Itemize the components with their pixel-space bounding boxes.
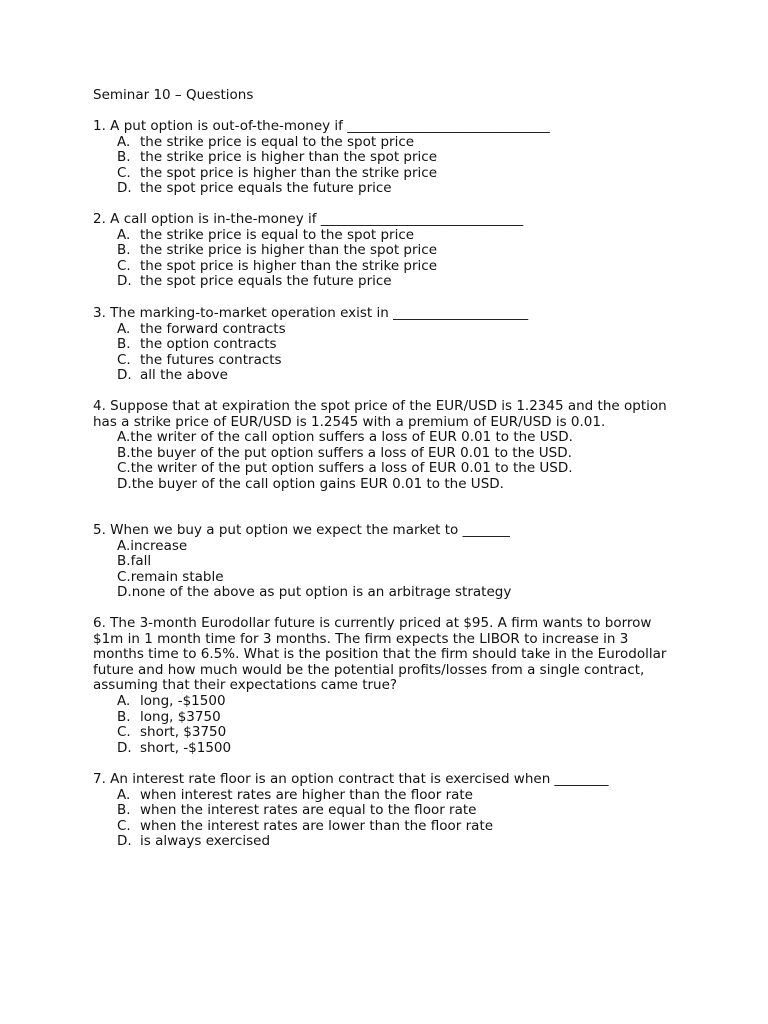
option-letter: A. bbox=[117, 133, 131, 150]
option-letter: B. bbox=[117, 336, 131, 353]
option-letter: D. bbox=[117, 739, 132, 756]
answer-option bbox=[93, 228, 678, 244]
answer-option bbox=[93, 259, 678, 275]
answer-option bbox=[93, 477, 678, 493]
option-letter: D. bbox=[117, 273, 132, 290]
option-text: the forward contracts bbox=[140, 320, 286, 337]
option-text: short, $3750 bbox=[140, 724, 227, 741]
question-7 bbox=[93, 772, 678, 850]
option-letter: B. bbox=[117, 553, 131, 570]
option-letter: D. bbox=[117, 584, 132, 601]
question-5 bbox=[93, 523, 678, 601]
question-stem: 4. Suppose that at expiration the spot price of the EUR/USD is 1.2345 and the option has a strike price of EUR/USD is 1.2545 with a premium of EUR/USD is 0.01. bbox=[93, 398, 667, 430]
option-text: all the above bbox=[140, 367, 228, 384]
question-3 bbox=[93, 306, 678, 384]
option-text: the strike price is equal to the spot price bbox=[140, 226, 415, 243]
option-letter: A. bbox=[117, 692, 131, 709]
answer-option bbox=[93, 430, 678, 446]
option-letter: B. bbox=[117, 242, 131, 259]
option-text: the option contracts bbox=[140, 336, 277, 353]
answer-option bbox=[93, 710, 678, 726]
question-stem: 6. The 3-month Eurodollar future is currently priced at $95. A firm wants to borrow $1m in 1 month time for 3 months. The firm expects the LIBOR to increase in 3 months time to 6.5%. What is the position that the firm should take in the Eurodollar future and how much would be the potential profits/losses from a single contract, assuming that their expectations came true? bbox=[93, 615, 667, 694]
answer-option bbox=[93, 274, 678, 290]
option-letter: C. bbox=[117, 257, 131, 274]
option-letter: C. bbox=[117, 351, 131, 368]
answer-option bbox=[93, 819, 678, 835]
question-stem: 3. The marking-to-market operation exist in ____________________ bbox=[93, 305, 529, 321]
option-letter: A. bbox=[117, 537, 131, 554]
option-letter: C. bbox=[117, 164, 131, 181]
question-2 bbox=[93, 212, 678, 290]
option-letter: A. bbox=[117, 786, 131, 803]
option-text: short, -$1500 bbox=[140, 739, 232, 756]
option-letter: A. bbox=[117, 320, 131, 337]
option-letter: C. bbox=[117, 568, 131, 585]
option-text: the spot price is higher than the strike price bbox=[140, 257, 438, 274]
answer-option bbox=[93, 446, 678, 462]
option-text: the buyer of the call option gains EUR 0.01 to the USD. bbox=[131, 475, 504, 492]
question-1 bbox=[93, 119, 678, 197]
option-letter: C. bbox=[117, 724, 131, 741]
option-text: the spot price equals the future price bbox=[140, 273, 392, 290]
option-text: the strike price is higher than the spot price bbox=[140, 242, 438, 259]
option-letter: A. bbox=[117, 429, 131, 446]
option-text: remain stable bbox=[130, 568, 224, 585]
question-stem: 2. A call option is in-the-money if ______________________________ bbox=[93, 211, 524, 227]
answer-option bbox=[93, 353, 678, 369]
option-letter: D. bbox=[117, 180, 132, 197]
answer-option bbox=[93, 554, 678, 570]
answer-option bbox=[93, 243, 678, 259]
page-title: Seminar 10 – Questions bbox=[93, 87, 254, 103]
option-text: the writer of the call option suffers a loss of EUR 0.01 to the USD. bbox=[130, 429, 573, 446]
answer-option bbox=[93, 539, 678, 555]
option-letter: B. bbox=[117, 708, 131, 725]
option-text: is always exercised bbox=[140, 833, 271, 850]
answer-option bbox=[93, 788, 678, 804]
option-text: the futures contracts bbox=[140, 351, 282, 368]
question-stem: 5. When we buy a put option we expect the market to _______ bbox=[93, 522, 510, 538]
option-letter: A. bbox=[117, 226, 131, 243]
answer-option bbox=[93, 585, 678, 601]
answer-option bbox=[93, 461, 678, 477]
option-text: the strike price is equal to the spot price bbox=[140, 133, 415, 150]
question-4 bbox=[93, 399, 678, 493]
question-stem: 1. A put option is out-of-the-money if ______________________________ bbox=[93, 118, 550, 134]
answer-option bbox=[93, 166, 678, 182]
option-text: the writer of the put option suffers a loss of EUR 0.01 to the USD. bbox=[130, 460, 573, 477]
option-text: increase bbox=[130, 537, 188, 554]
answer-option bbox=[93, 322, 678, 338]
answer-option bbox=[93, 834, 678, 850]
option-text: fall bbox=[130, 553, 152, 570]
option-letter: C. bbox=[117, 817, 131, 834]
option-letter: D. bbox=[117, 475, 132, 492]
answer-option bbox=[93, 135, 678, 151]
option-text: when interest rates are higher than the floor rate bbox=[140, 786, 473, 803]
option-text: when the interest rates are equal to the floor rate bbox=[140, 802, 477, 819]
answer-option bbox=[93, 570, 678, 586]
answer-option bbox=[93, 725, 678, 741]
answer-option bbox=[93, 694, 678, 710]
option-letter: C. bbox=[117, 460, 131, 477]
option-text: the strike price is higher than the spot price bbox=[140, 149, 438, 166]
answer-option bbox=[93, 803, 678, 819]
answer-option bbox=[93, 181, 678, 197]
option-letter: B. bbox=[117, 444, 131, 461]
option-letter: D. bbox=[117, 833, 132, 850]
option-letter: B. bbox=[117, 802, 131, 819]
question-6 bbox=[93, 616, 678, 756]
option-text: long, $3750 bbox=[140, 708, 221, 725]
answer-option bbox=[93, 337, 678, 353]
option-text: none of the above as put option is an arbitrage strategy bbox=[131, 584, 512, 601]
option-text: long, -$1500 bbox=[140, 692, 226, 709]
question-stem: 7. An interest rate floor is an option contract that is exercised when ________ bbox=[93, 771, 609, 787]
option-text: the spot price is higher than the strike price bbox=[140, 164, 438, 181]
answer-option bbox=[93, 150, 678, 166]
option-text: the buyer of the put option suffers a loss of EUR 0.01 to the USD. bbox=[130, 444, 572, 461]
option-text: the spot price equals the future price bbox=[140, 180, 392, 197]
option-text: when the interest rates are lower than the floor rate bbox=[140, 817, 494, 834]
answer-option bbox=[93, 741, 678, 757]
answer-option bbox=[93, 368, 678, 384]
option-letter: B. bbox=[117, 149, 131, 166]
option-letter: D. bbox=[117, 367, 132, 384]
